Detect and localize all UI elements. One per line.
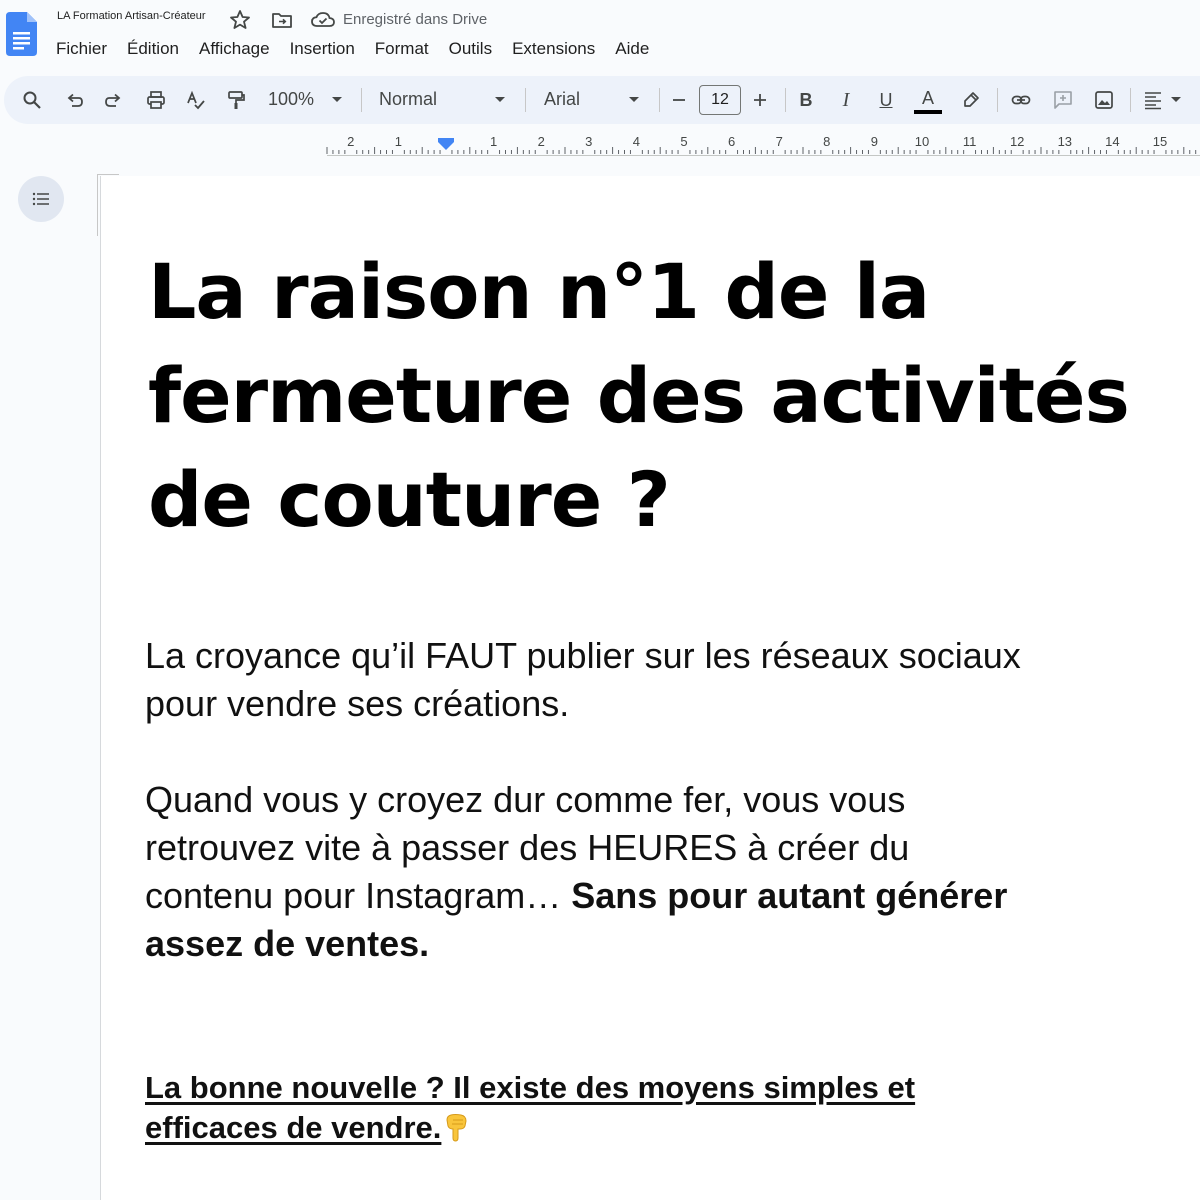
italic-label: I xyxy=(842,88,850,111)
menu-bar xyxy=(56,39,669,59)
document-paragraph-1[interactable]: La croyance qu’il FAUT publier sur les réseaux sociaux pour vendre ses créations. xyxy=(145,635,1021,724)
document-heading[interactable]: La raison n°1 de la fermeture des activités de couture ? xyxy=(148,247,1129,544)
ruler-label: 7 xyxy=(775,134,783,149)
toolbar-divider xyxy=(997,88,998,112)
add-comment-button[interactable] xyxy=(1051,88,1075,112)
toolbar-divider xyxy=(659,88,660,112)
toolbar-divider xyxy=(361,88,362,112)
image-icon xyxy=(1094,90,1114,110)
print-icon xyxy=(146,90,166,110)
ruler-scale xyxy=(0,130,1200,156)
style-dropdown-icon[interactable] xyxy=(495,97,505,102)
highlighter-icon xyxy=(961,90,981,110)
toolbar-divider xyxy=(785,88,786,112)
style-select[interactable]: Normal xyxy=(379,89,438,109)
ruler-label: 1 xyxy=(394,134,403,149)
paragraph-2-bold-text: Sans pour autant générer assez de ventes. xyxy=(145,875,1008,964)
pointing-down-hand-icon xyxy=(441,1112,471,1142)
zoom-select[interactable]: 100% xyxy=(268,89,315,109)
title-bar xyxy=(0,0,1200,70)
ruler-label: 1 xyxy=(489,134,498,149)
ruler-label: 5 xyxy=(680,134,688,149)
ruler-label: 4 xyxy=(632,134,641,149)
insert-link-button[interactable] xyxy=(1009,88,1033,112)
plus-icon xyxy=(750,90,770,110)
menu-edition[interactable]: Édition xyxy=(127,39,179,58)
paint-format-button[interactable] xyxy=(224,88,248,112)
font-dropdown-icon[interactable] xyxy=(629,97,639,102)
link-icon xyxy=(1011,90,1031,110)
ruler-label: 11 xyxy=(962,134,977,149)
ruler-label: 15 xyxy=(1152,134,1168,149)
bold-label: B xyxy=(799,89,813,110)
text-color-swatch xyxy=(914,110,942,114)
cloud-saved-icon[interactable] xyxy=(310,8,336,32)
undo-icon xyxy=(64,90,84,110)
text-color-label: A xyxy=(921,87,934,108)
ruler-label: 8 xyxy=(823,134,831,149)
underline-button[interactable] xyxy=(874,88,898,112)
ruler-label: 2 xyxy=(537,134,545,149)
text-color-button[interactable] xyxy=(916,86,940,116)
spellcheck-button[interactable] xyxy=(184,88,208,112)
menu-aide[interactable]: Aide xyxy=(615,39,650,58)
spellcheck-icon xyxy=(186,90,206,110)
redo-button[interactable] xyxy=(102,88,126,112)
ruler-label: 10 xyxy=(914,134,930,149)
document-paragraph-2[interactable] xyxy=(145,776,1045,968)
ruler-label: 12 xyxy=(1009,134,1025,149)
underline-label: U xyxy=(879,89,893,110)
italic-button[interactable] xyxy=(834,88,858,112)
ruler-label: 6 xyxy=(727,134,736,149)
toolbar-divider xyxy=(1130,88,1131,112)
document-outline-button[interactable] xyxy=(18,176,64,222)
move-to-folder-icon[interactable] xyxy=(270,8,294,32)
menu-outils[interactable]: Outils xyxy=(448,39,493,58)
bold-button[interactable] xyxy=(794,88,818,112)
star-icon[interactable] xyxy=(228,8,252,32)
search-icon xyxy=(22,90,42,110)
redo-icon xyxy=(104,90,124,110)
align-left-icon xyxy=(1143,90,1163,110)
indent-marker xyxy=(438,138,454,150)
document-callout[interactable] xyxy=(145,1068,1045,1148)
paint-format-icon xyxy=(226,90,246,110)
font-select[interactable]: Arial xyxy=(544,89,581,109)
ruler-label: 14 xyxy=(1105,134,1120,149)
align-button[interactable] xyxy=(1141,88,1165,112)
paragraph-2-text: Quand vous y croyez dur comme fer, vous vous retrouvez vite à passer des HEURES à créer du contenu pour Instagram… xyxy=(145,779,910,916)
toolbar-divider xyxy=(525,88,526,112)
callout-text: La bonne nouvelle ? Il existe des moyens simples et efficaces de vendre. xyxy=(145,1070,916,1145)
decrease-font-size-button[interactable] xyxy=(667,88,691,112)
add-comment-icon xyxy=(1053,90,1073,110)
align-dropdown-icon[interactable] xyxy=(1171,97,1181,102)
ruler-label: 13 xyxy=(1057,134,1073,149)
ruler-label: 3 xyxy=(585,134,593,149)
undo-button[interactable] xyxy=(62,88,86,112)
ruler-margin-shade xyxy=(0,130,327,156)
highlight-color-button[interactable] xyxy=(959,88,983,112)
outline-list-icon xyxy=(31,189,51,209)
ruler-label: 9 xyxy=(870,134,879,149)
menu-affichage[interactable]: Affichage xyxy=(199,39,270,58)
ruler-label: 2 xyxy=(347,134,355,149)
minus-icon xyxy=(669,90,689,110)
menu-format[interactable]: Format xyxy=(374,39,429,58)
search-menus-button[interactable] xyxy=(20,88,44,112)
save-status: Enregistré dans Drive xyxy=(343,11,488,28)
font-size-input[interactable]: 12 xyxy=(699,85,741,115)
increase-font-size-button[interactable] xyxy=(748,88,772,112)
page-margin-corner xyxy=(97,174,119,236)
menu-insertion[interactable]: Insertion xyxy=(289,39,355,58)
document-title[interactable]: LA Formation Artisan-Créateur xyxy=(57,10,206,22)
menu-fichier[interactable]: Fichier xyxy=(56,39,108,58)
zoom-dropdown-icon[interactable] xyxy=(332,97,342,102)
google-docs-icon[interactable] xyxy=(6,12,37,56)
print-button[interactable] xyxy=(144,88,168,112)
ruler[interactable] xyxy=(0,130,1200,156)
menu-extensions[interactable]: Extensions xyxy=(512,39,596,58)
insert-image-button[interactable] xyxy=(1092,88,1116,112)
toolbar xyxy=(4,76,1200,124)
